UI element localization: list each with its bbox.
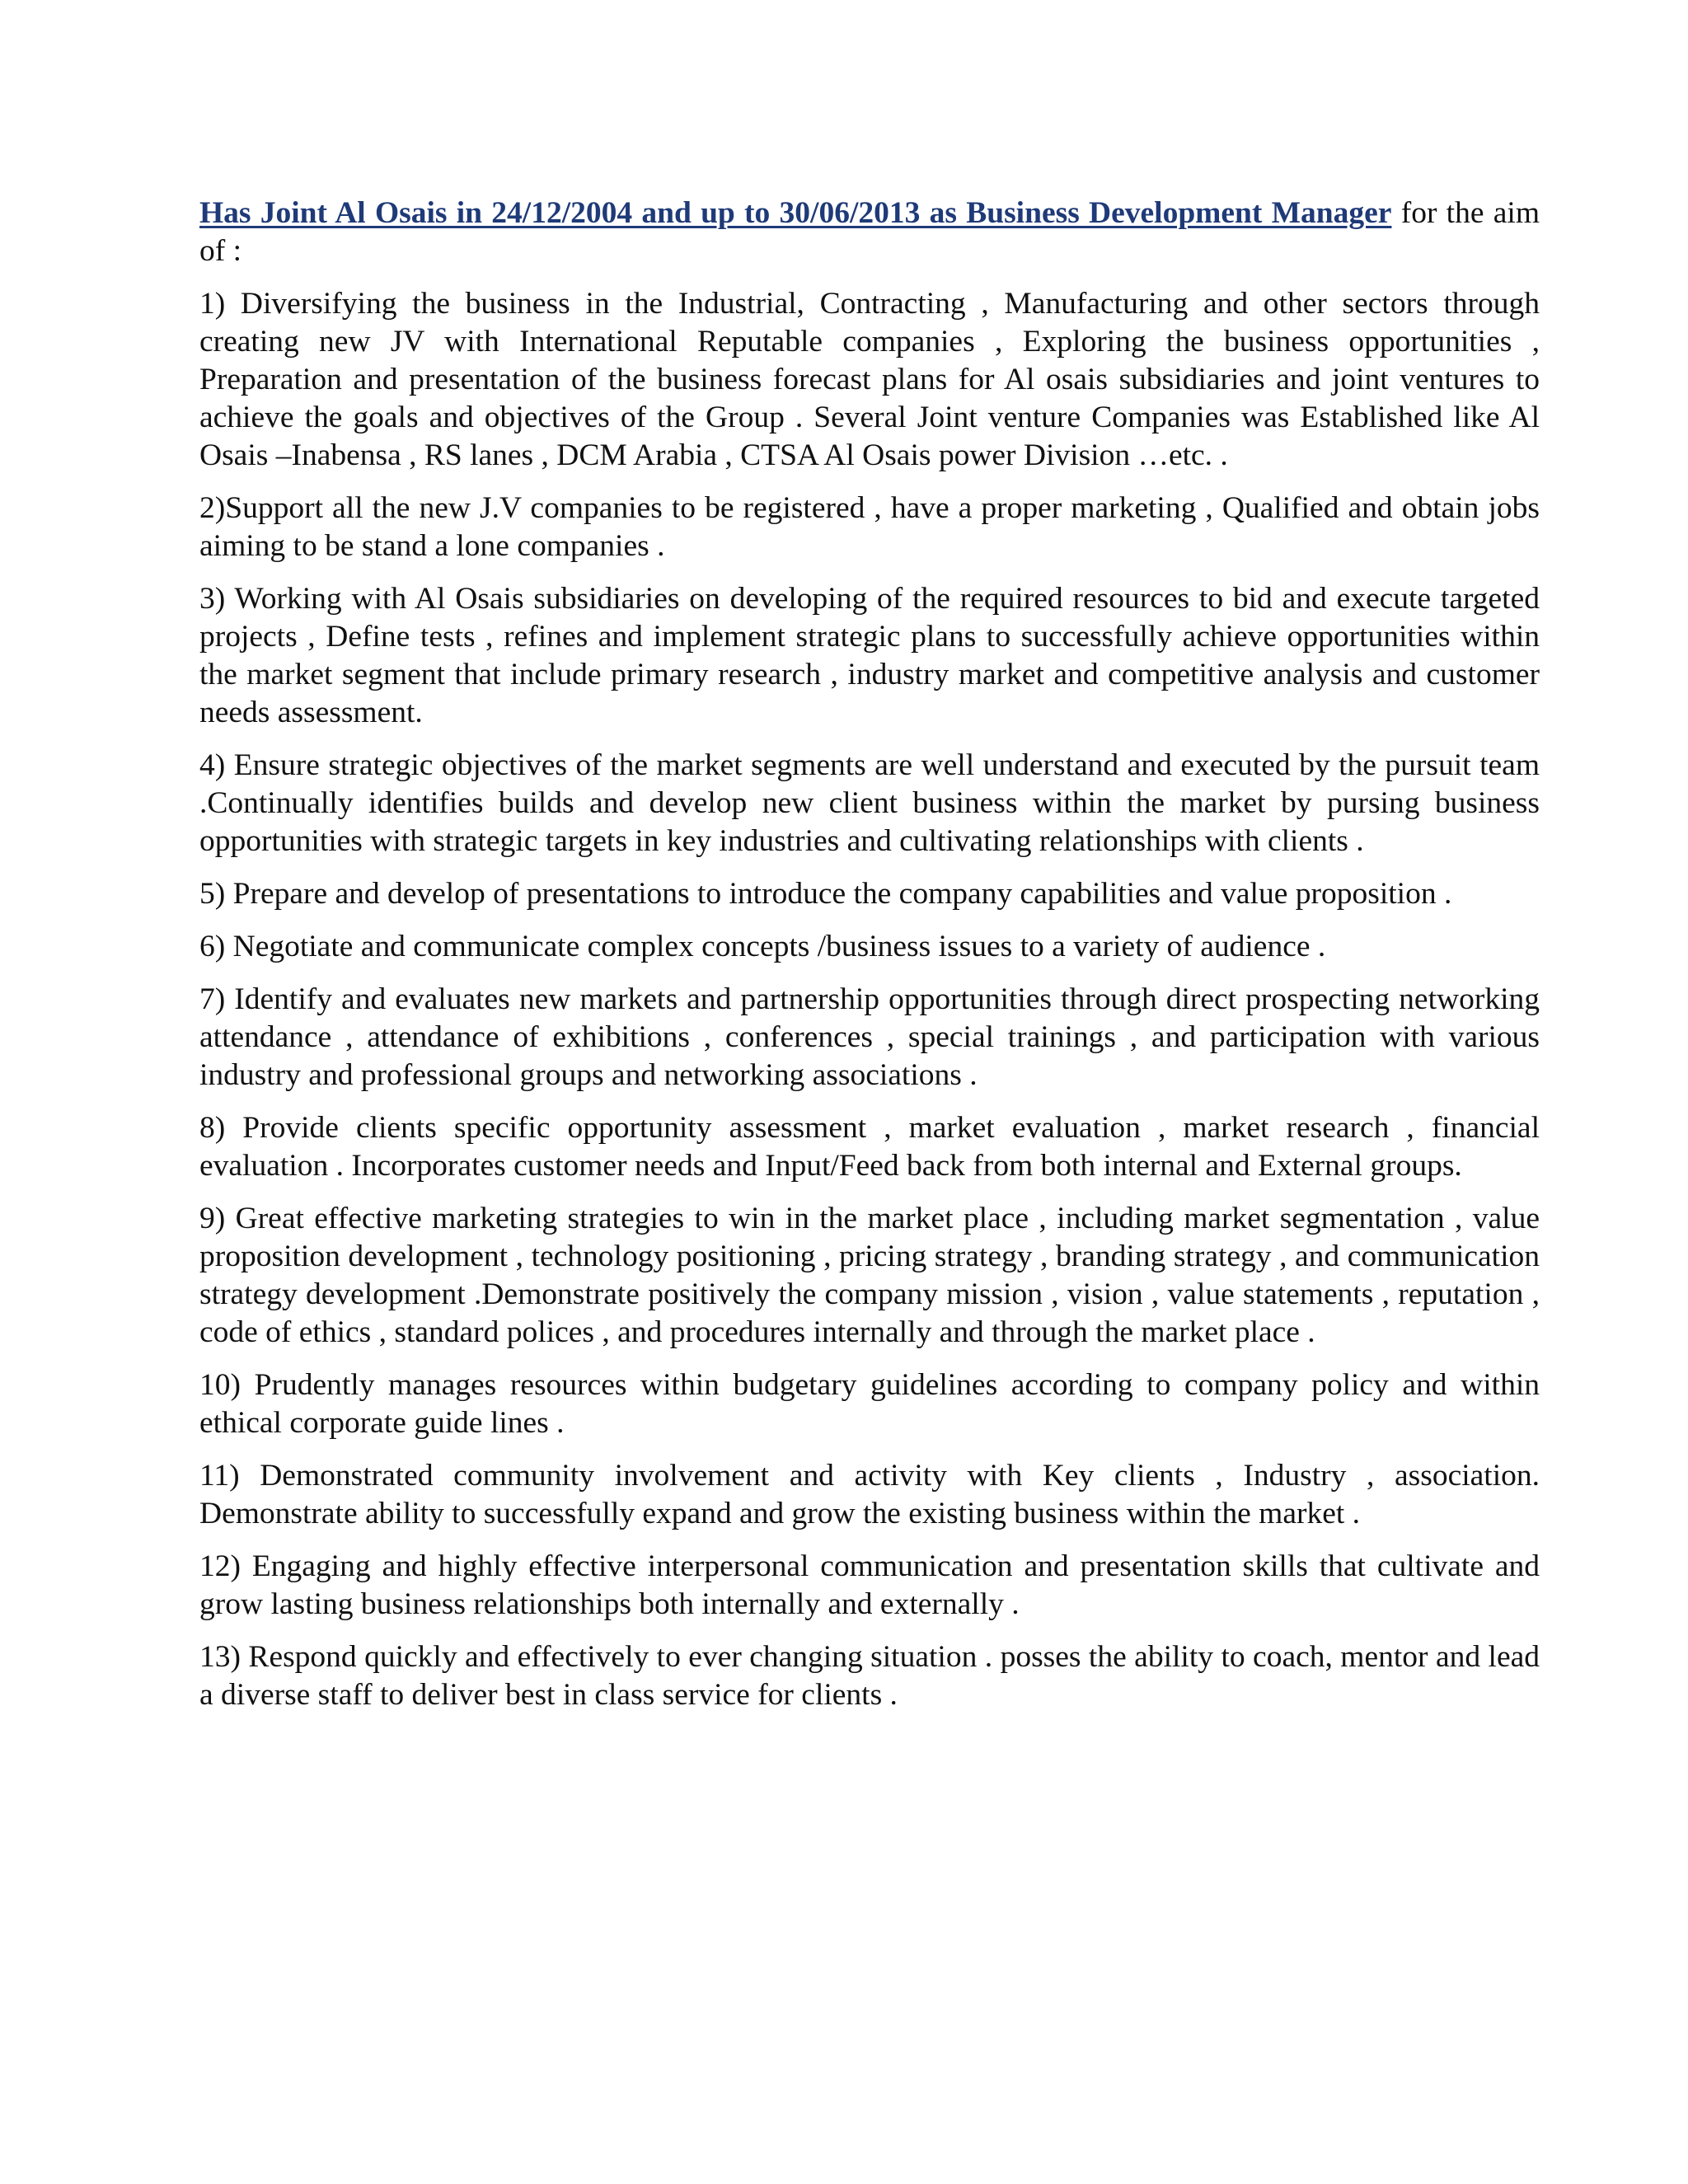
responsibility-item: 1) Diversifying the business in the Industrial, Contracting , Manufacturing and other sectors through creating new JV with International Reputable companies , Exploring the business opportunities , Preparation and presentation of the business forecast plans for Al osais subsidiaries and joint ventures to achieve the goals and objectives of the Group . Several Joint venture Companies was Established like Al Osais –Inabensa , RS lanes , DCM Arabia , CTSA Al Osais power Division …etc. .: [199, 287, 1540, 472]
responsibility-item: 2)Support all the new J.V companies to be registered , have a proper marketing , Qualified and obtain jobs aiming to be stand a lone companies .: [199, 491, 1540, 563]
responsibility-item: 11) Demonstrated community involvement and activity with Key clients , Industry , association. Demonstrate ability to successfully expand and grow the existing business within the market .: [199, 1459, 1540, 1530]
position-heading-link[interactable]: Has Joint Al Osais in 24/12/2004 and up to 30/06/2013 as Business Development Manager: [199, 196, 1392, 230]
responsibility-item: 6) Negotiate and communicate complex concepts /business issues to a variety of audience .: [199, 930, 1326, 963]
responsibility-item: 3) Working with Al Osais subsidiaries on developing of the required resources to bid and execute targeted projects , Define tests , refines and implement strategic plans to successfully achieve opportunities within the market segment that include primary research , industry market and competitive analysis and customer needs assessment.: [199, 582, 1540, 729]
responsibility-item: 9) Great effective marketing strategies to win in the market place , including market segmentation , value proposition development , technology positioning , pricing strategy , branding strategy , and communication strategy development .Demonstrate positively the company mission , vision , value statements , reputation , code of ethics , standard polices , and procedures internally and through the market place .: [199, 1202, 1540, 1349]
responsibility-item: 7) Identify and evaluates new markets and partnership opportunities through direct prospecting networking attendance , attendance of exhibitions , conferences , special trainings , and participation with various industry and professional groups and networking associations .: [199, 982, 1540, 1092]
responsibility-item: 10) Prudently manages resources within budgetary guidelines according to company policy and within ethical corporate guide lines .: [199, 1368, 1540, 1440]
responsibility-item: 13) Respond quickly and effectively to ever changing situation . posses the ability to coach, mentor and lead a diverse staff to deliver best in class service for clients .: [199, 1640, 1540, 1712]
responsibility-item: 5) Prepare and develop of presentations to introduce the company capabilities and value proposition .: [199, 877, 1452, 911]
responsibility-item: 4) Ensure strategic objectives of the market segments are well understand and executed by the pursuit team .Continually identifies builds and develop new client business within the market by pursing business opportunities with strategic targets in key industries and cultivating relationships with clients .: [199, 748, 1540, 858]
intro-text: for the aim of :: [199, 196, 1540, 268]
responsibility-item: 12) Engaging and highly effective interpersonal communication and presentation skills that cultivate and grow lasting business relationships both internally and externally .: [199, 1549, 1540, 1621]
document-body: [199, 194, 1540, 1729]
intro-paragraph: [199, 194, 1540, 270]
responsibility-item: 8) Provide clients specific opportunity assessment , market evaluation , market research , financial evaluation . Incorporates customer needs and Input/Feed back from both internal and External groups.: [199, 1111, 1540, 1183]
